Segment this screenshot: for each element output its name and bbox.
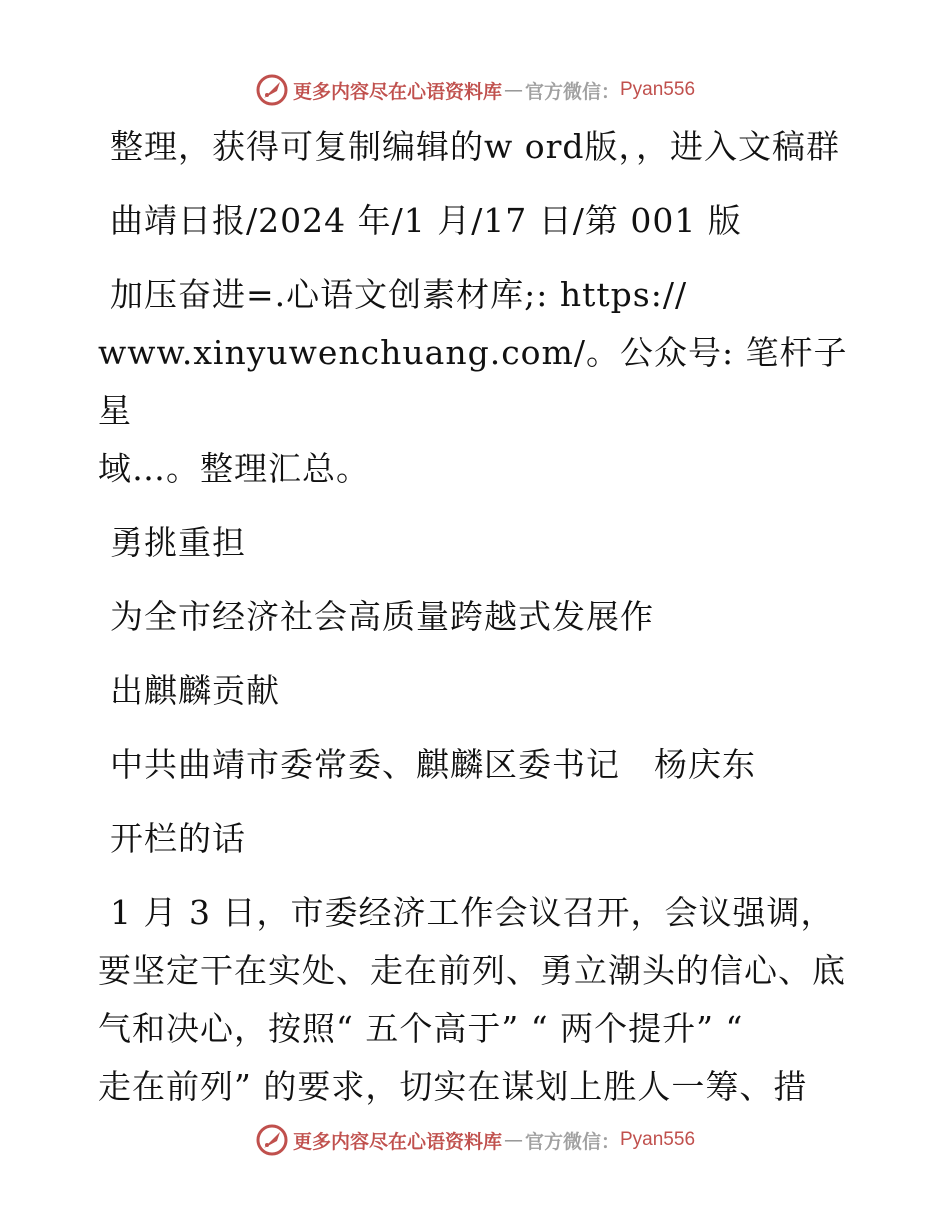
paragraph-website-line3: 域…。整理汇总。 (98, 449, 370, 488)
banner-wechat-label: 官方微信： (524, 80, 620, 103)
header-watermark-banner (0, 70, 950, 110)
article-title-line1: 勇挑重担 (110, 523, 246, 562)
body-paragraph-line1: 1 月 3 日，市委经济工作会议召开，会议强调， (110, 893, 835, 932)
body-paragraph-line2: 要坚定干在实处、走在前列、勇立潮头的信心、底 (98, 951, 846, 990)
article-title-line2: 为全市经济社会高质量跨越式发展作 (110, 597, 654, 636)
paragraph-website-line2: www.xinyuwenchuang.com/。公众号: 笔杆子星 (98, 333, 848, 430)
column-heading: 开栏的话 (110, 819, 246, 858)
banner-dash: — (503, 79, 523, 101)
banner-wechat-label: 官方微信： (524, 1130, 620, 1153)
banner-text: 更多内容尽在心语资料库 (292, 1130, 502, 1153)
banner-wechat-id: Pyan556 (620, 79, 696, 100)
banner-wechat-id: Pyan556 (620, 1129, 696, 1150)
quill-seal-icon (255, 73, 289, 107)
banner-text: 更多内容尽在心语资料库 (292, 80, 502, 103)
body-paragraph-line4: 走在前列” 的要求，切实在谋划上胜人一筹、措 (98, 1067, 808, 1106)
banner-dash: — (503, 1129, 523, 1151)
body-paragraph-line3: 气和决心，按照“ 五个高于” “ 两个提升” “ (98, 1009, 744, 1048)
paragraph-website-line1: 加压奋进=.心语文创素材库;: https:// (110, 275, 688, 314)
paragraph-intro: 整理，获得可复制编辑的w ord版，，进入文稿群 (110, 127, 841, 166)
footer-watermark-banner (0, 1120, 950, 1160)
paragraph-source-line: 曲靖日报/2024 年/1 月/17 日/第 001 版 (110, 201, 742, 240)
quill-seal-icon (255, 1123, 289, 1157)
article-title-line3: 出麒麟贡献 (110, 671, 280, 710)
document-body (98, 118, 858, 1116)
author-byline: 中共曲靖市委常委、麒麟区委书记 杨庆东 (110, 745, 756, 784)
